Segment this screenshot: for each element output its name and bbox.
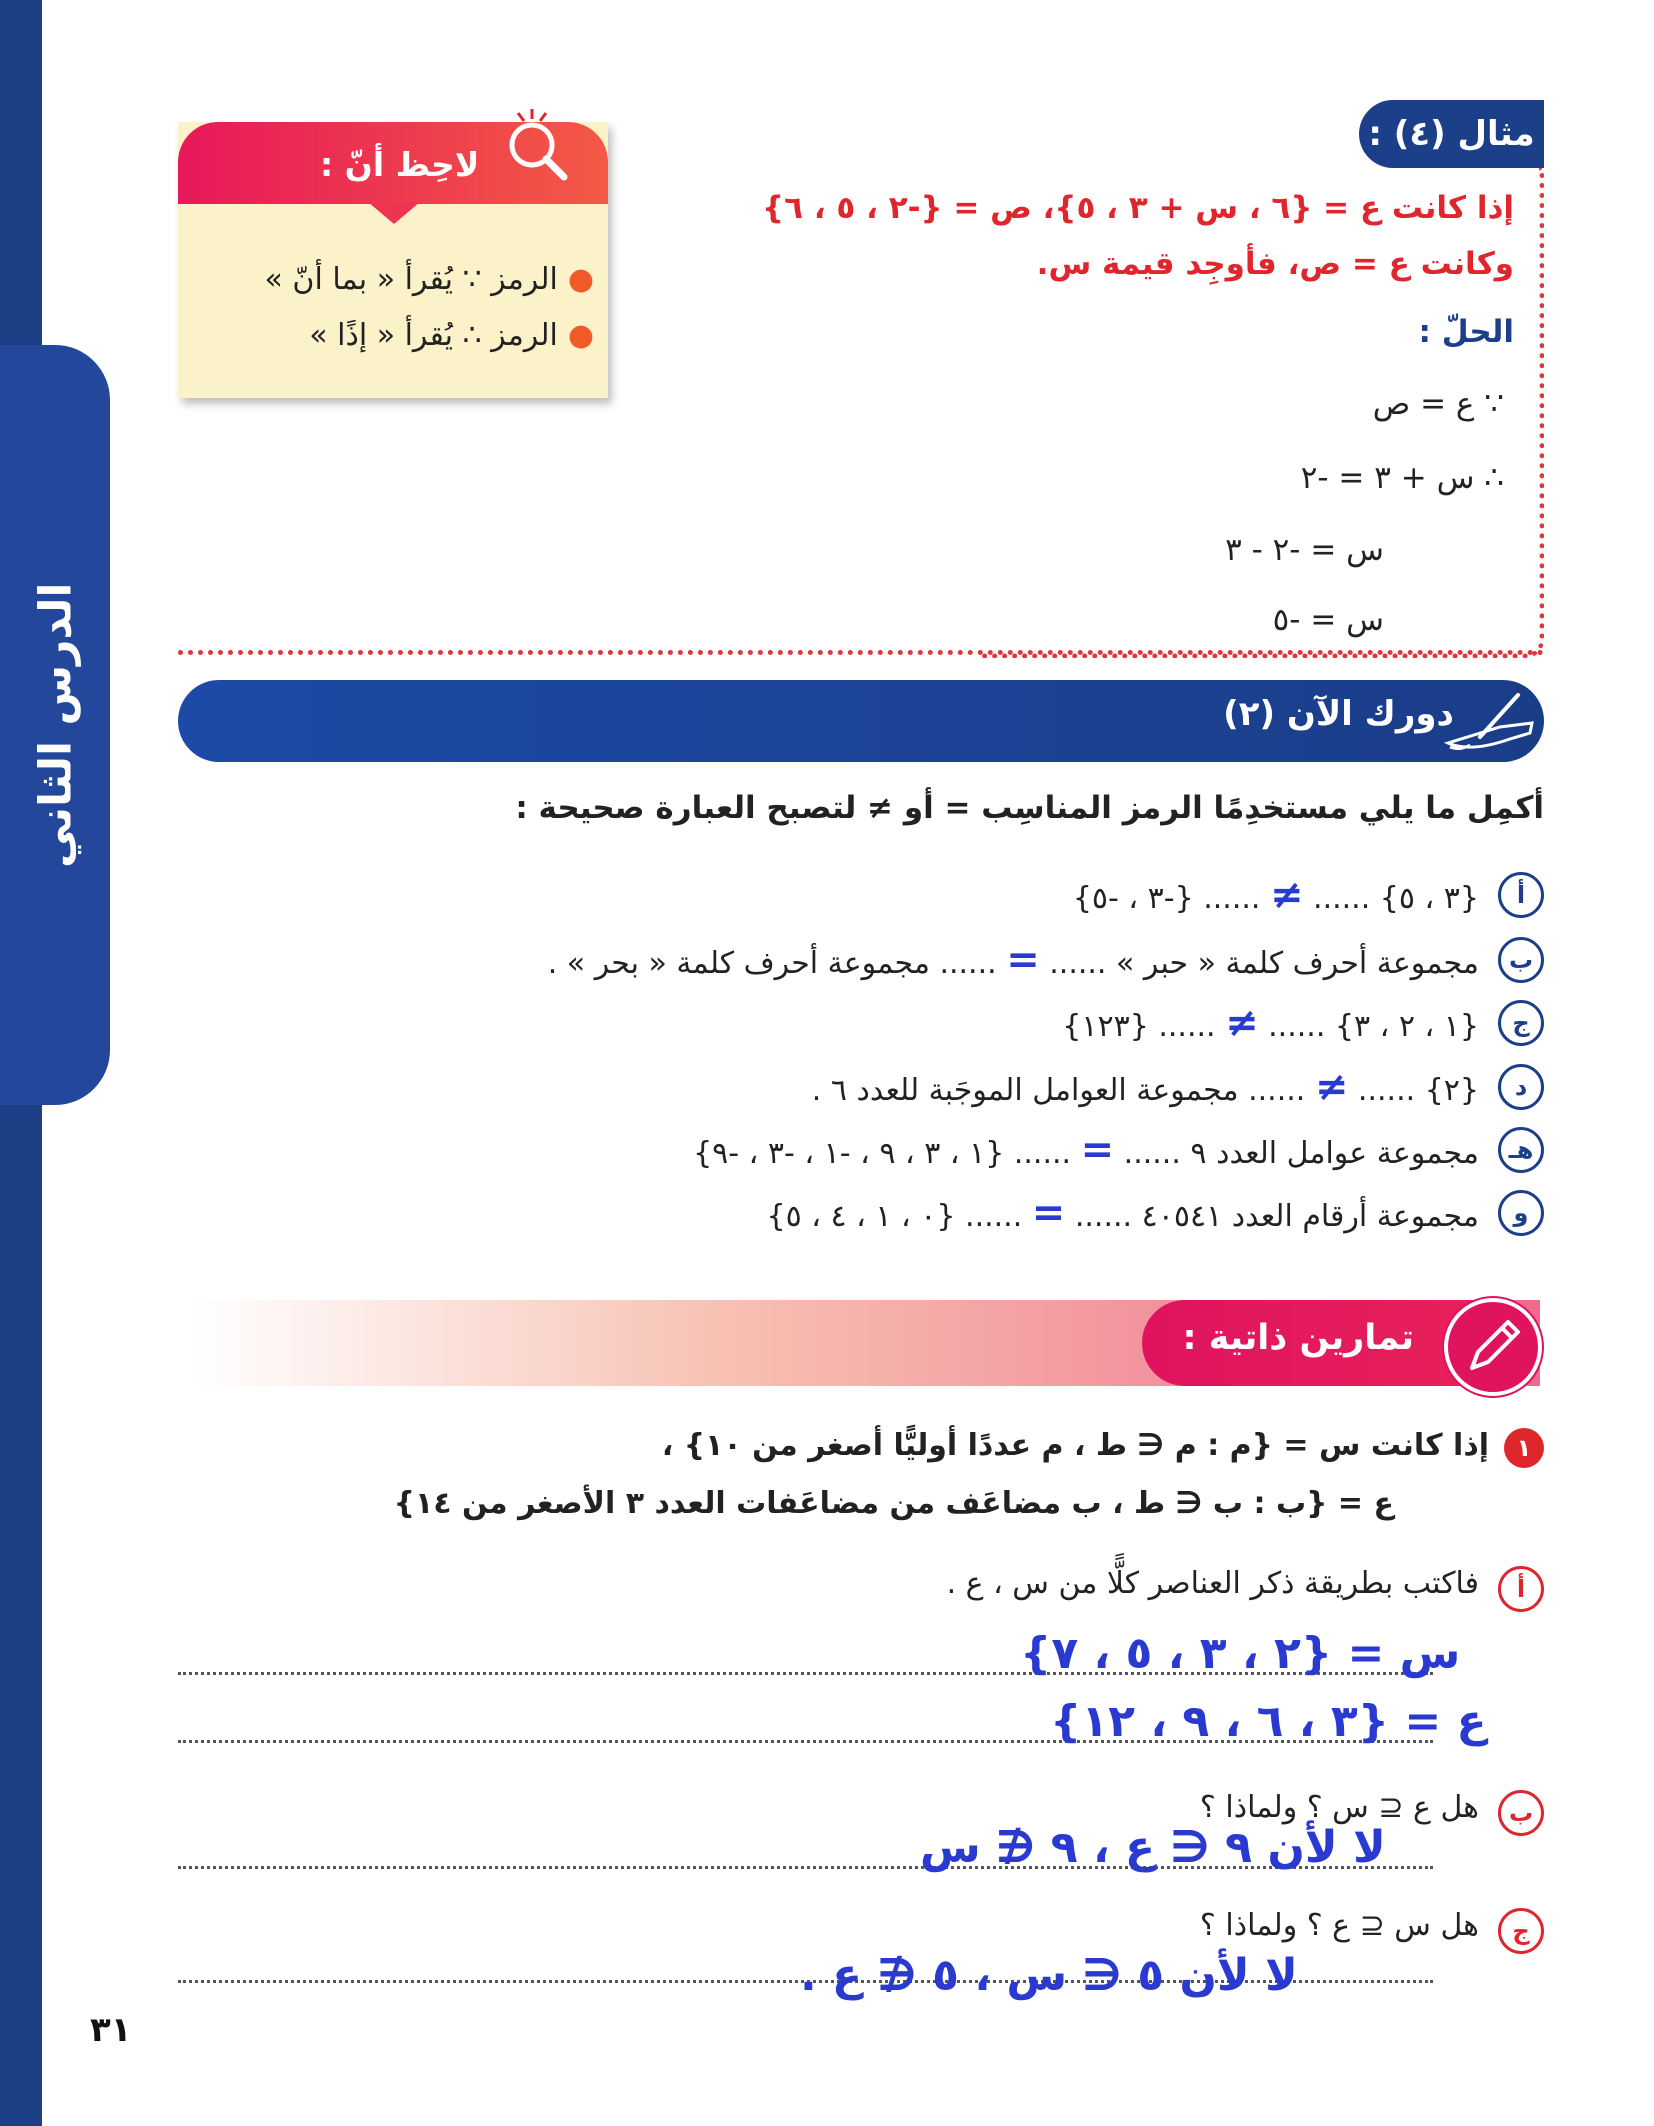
item-badge-d: د — [1498, 1064, 1544, 1110]
answer-f: = — [1031, 1190, 1066, 1236]
item-badge-e: هـ — [1498, 1127, 1544, 1173]
answer-d: ≠ — [1314, 1064, 1349, 1110]
part-c-text: هل س ⊆ ع ؟ ولماذا ؟ — [1199, 1908, 1479, 1943]
practice-item-b-text: مجموعة أحرف كلمة « حبر » ...... = ...... مجموعة أحرف كلمة « بحر » . — [547, 937, 1479, 983]
handwriting-a1: س = {٢ ، ٣ ، ٥ ، ٧} — [1020, 1628, 1461, 1679]
item-badge-c: ج — [1498, 1000, 1544, 1046]
answer-a: ≠ — [1269, 872, 1304, 918]
solution-step-3: س = -٢ - ٣ — [1225, 532, 1384, 568]
part-c-badge: ج — [1498, 1908, 1544, 1954]
solution-step-4: س = -٥ — [1272, 602, 1384, 638]
answer-e: = — [1080, 1127, 1115, 1173]
example-dotted-divider — [178, 650, 1544, 655]
exercises-banner-title: تمارين ذاتية : — [1182, 1318, 1414, 1358]
part-a-text: فاكتب بطريقة ذكر العناصر كلًّا من س ، ع . — [946, 1566, 1479, 1601]
question-1-line-2: ع = {ب : ب ∈ ط ، ب مضاعَف من مضاعَفات العدد ٣ الأصغر من ١٤} — [393, 1486, 1394, 1521]
example-problem-line-1: إذا كانت ع = {٦ ، س + ٣ ، ٥}، ص = {-٢ ، ٥ ، ٦} — [762, 190, 1514, 226]
pencil-badge — [1444, 1298, 1542, 1396]
handwriting-b: لا لأن ٩ ∈ ع ، ٩ ∉ س — [920, 1822, 1386, 1873]
example-heading: مثال (٤) : — [1359, 100, 1544, 168]
practice-item-a-text: {٣ ، ٥} ...... ≠ ...... {-٣ ، -٥} — [1072, 872, 1479, 918]
solution-label: الحلّ : — [1418, 314, 1514, 350]
example-problem-line-2: وكانت ع = ص، فأوجِد قيمة س. — [1036, 246, 1514, 282]
solution-step-2: ∴ س + ٣ = -٢ — [1300, 460, 1504, 496]
question-1-line-1: إذا كانت س = {م : م ∈ ط ، م عددًا أوليًّا أصغر من ١٠} ، — [661, 1428, 1489, 1463]
practice-item-c-text: {١ ، ٢ ، ٣} ...... ≠ ...... {١٢٣} — [1062, 1000, 1479, 1046]
question-number: ١ — [1504, 1428, 1544, 1468]
note-line-1: ●الرمز ∵ يُقرأ « بما أنّ » — [264, 262, 594, 297]
item-badge-a: أ — [1498, 872, 1544, 918]
answer-c: ≠ — [1225, 1000, 1259, 1046]
note-title: لاحِظ أنّ : — [320, 145, 480, 184]
handwriting-a2: ع = {٣ ، ٦ ، ٩ ، ١٢} — [1050, 1696, 1487, 1747]
practice-item-d-text: {٢} ...... ≠ ...... مجموعة العوامل الموجَبة للعدد ٦ . — [811, 1064, 1479, 1110]
practice-item-e-text: مجموعة عوامل العدد ٩ ...... = ...... {١ ، ٣ ، ٩ ، -١ ، -٣ ، -٩} — [693, 1127, 1479, 1173]
item-badge-b: ب — [1498, 937, 1544, 983]
magnifier-icon — [500, 105, 572, 183]
lesson-side-tab-label: الدرس الثاني — [30, 582, 82, 868]
part-b-text: هل ع ⊆ س ؟ ولماذا ؟ — [1199, 1790, 1479, 1825]
writing-hand-icon — [1440, 683, 1540, 761]
handwriting-c: لا لأن ٥ ∈ س ، ٥ ∉ ع . — [800, 1950, 1298, 2001]
page-number: ٣١ — [90, 2010, 132, 2050]
item-badge-f: و — [1498, 1190, 1544, 1236]
answer-b: = — [1006, 937, 1040, 983]
practice-instruction: أكمِل ما يلي مستخدِمًا الرمز المناسِب = أو ≠ لتصبح العبارة صحيحة : — [515, 790, 1544, 826]
lesson-side-tab — [0, 345, 110, 1105]
note-line-2: ●الرمز ∴ يُقرأ « إذًا » — [309, 318, 594, 353]
solution-step-1: ∵ ع = ص — [1372, 386, 1504, 422]
practice-item-f-text: مجموعة أرقام العدد ٤٠٥٤١ ...... = ...... {٠ ، ١ ، ٤ ، ٥} — [766, 1190, 1479, 1236]
part-b-badge: ب — [1498, 1790, 1544, 1836]
practice-banner-title: دورك الآن (٢) — [1223, 694, 1454, 734]
part-a-badge: أ — [1498, 1566, 1544, 1612]
pencil-icon — [1448, 1302, 1538, 1392]
